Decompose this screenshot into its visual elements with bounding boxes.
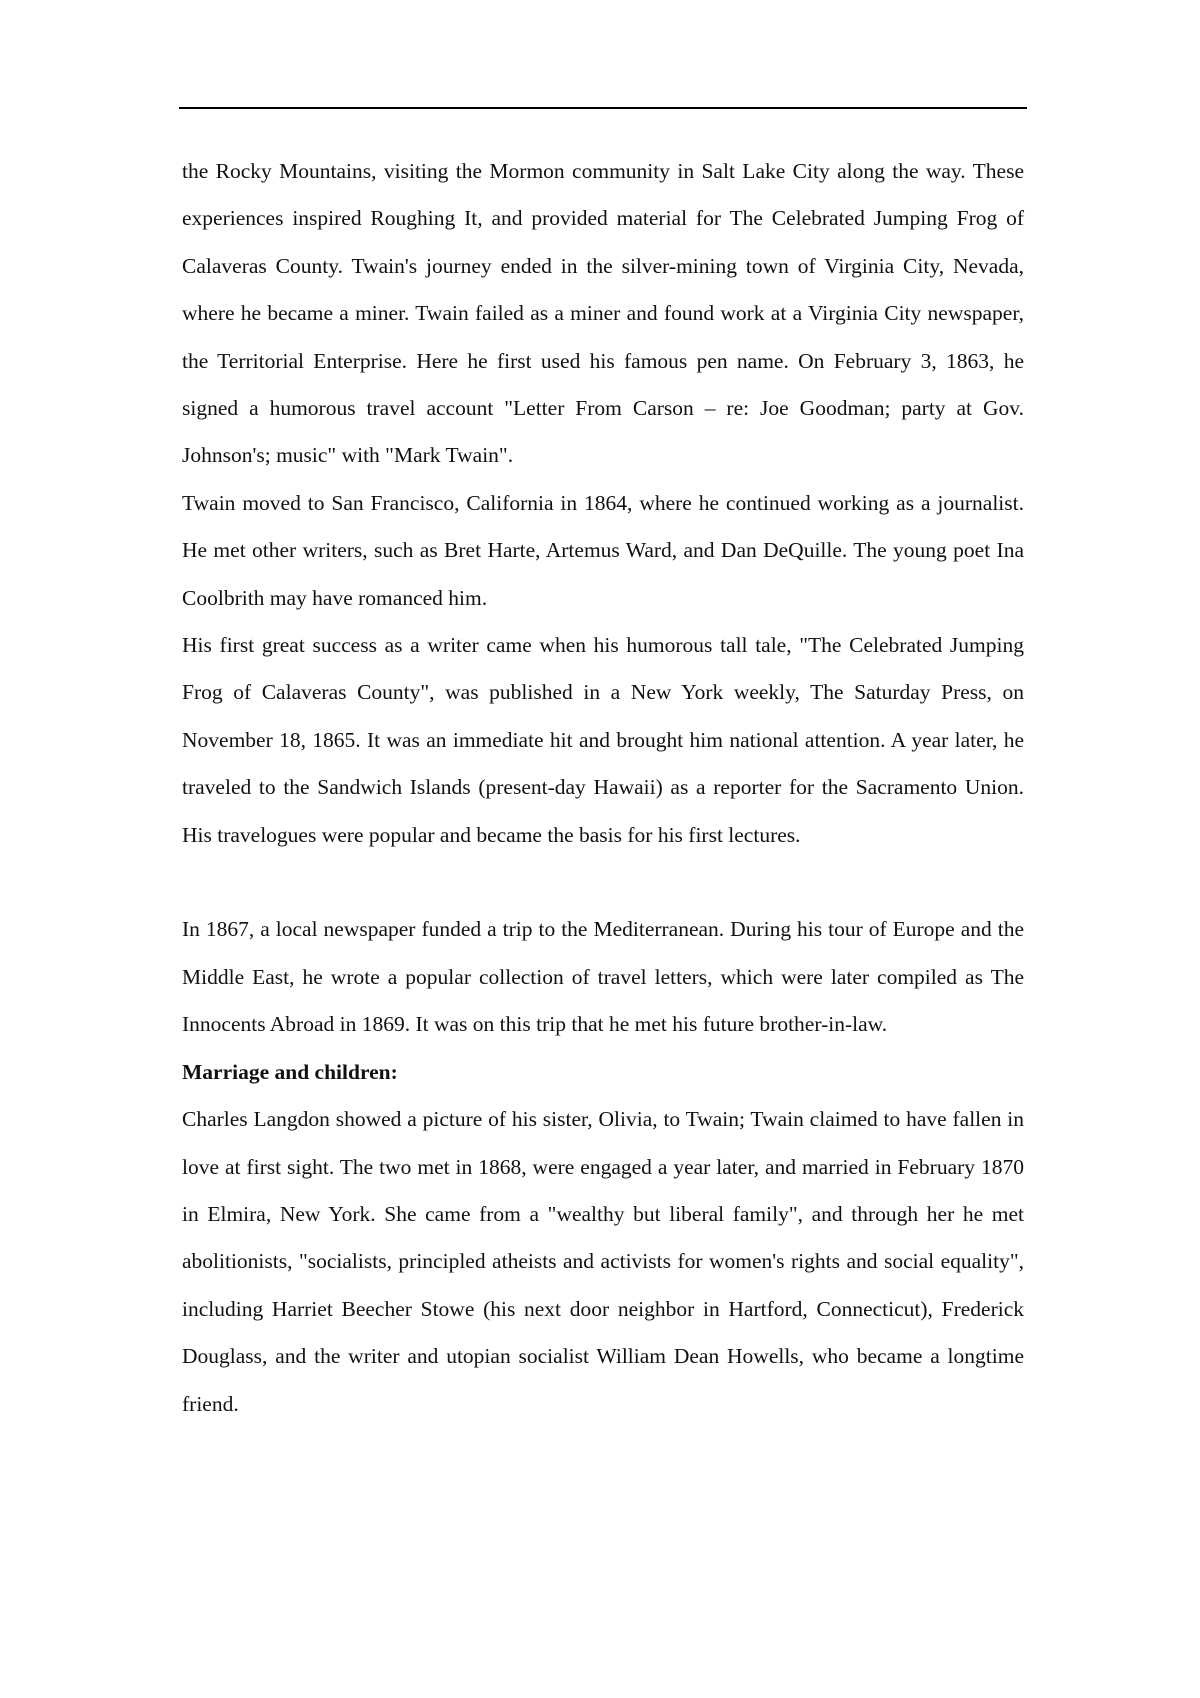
document-body — [182, 148, 1024, 1428]
paragraph-spacer — [182, 859, 1024, 906]
paragraph-travel-west: the Rocky Mountains, visiting the Mormon community in Salt Lake City along the way. These experiences inspired Roughing It, and provided material for The Celebrated Jumping Frog of Calaveras County. Twain's journey ended in the silver-mining town of Virginia City, Nevada, where he became a miner. Twain failed as a miner and found work at a Virginia City newspaper, the Territorial Enterprise. Here he first used his famous pen name. On February 3, 1863, he signed a humorous travel account "Letter From Carson – re: Joe Goodman; party at Gov. Johnson's; music" with "Mark Twain". — [182, 159, 1024, 468]
paragraph-marriage: Charles Langdon showed a picture of his sister, Olivia, to Twain; Twain claimed to have fallen in love at first sight. The two met in 1868, were engaged a year later, and married in February 1870 in Elmira, New York. She came from a "wealthy but liberal family", and through her he met abolitionists, "socialists, principled atheists and activists for women's rights and social equality", including Harriet Beecher Stowe (his next door neighbor in Hartford, Connecticut), Frederick Douglass, and the writer and utopian socialist William Dean Howells, who became a longtime friend. — [182, 1107, 1024, 1416]
paragraph-mediterranean: In 1867, a local newspaper funded a trip to the Mediterranean. During his tour of Europe and the Middle East, he wrote a popular collection of travel letters, which were later compiled as The Innocents Abroad in 1869. It was on this trip that he met his future brother-in-law. — [182, 917, 1024, 1037]
section-heading: Marriage and children: — [182, 1059, 398, 1084]
header-rule — [179, 107, 1027, 109]
paragraph-san-francisco: Twain moved to San Francisco, California in 1864, where he continued working as a journalist. He met other writers, such as Bret Harte, Artemus Ward, and Dan DeQuille. The young poet Ina Coolbrith may have romanced him. — [182, 490, 1024, 610]
paragraph-jumping-frog: His first great success as a writer came when his humorous tall tale, "The Celebrated Jumping Frog of Calaveras County", was published in a New York weekly, The Saturday Press, on November 18, 1865. It was an immediate hit and brought him national attention. A year later, he traveled to the Sandwich Islands (present-day Hawaii) as a reporter for the Sacramento Union. His travelogues were popular and became the basis for his first lectures. — [182, 633, 1024, 847]
